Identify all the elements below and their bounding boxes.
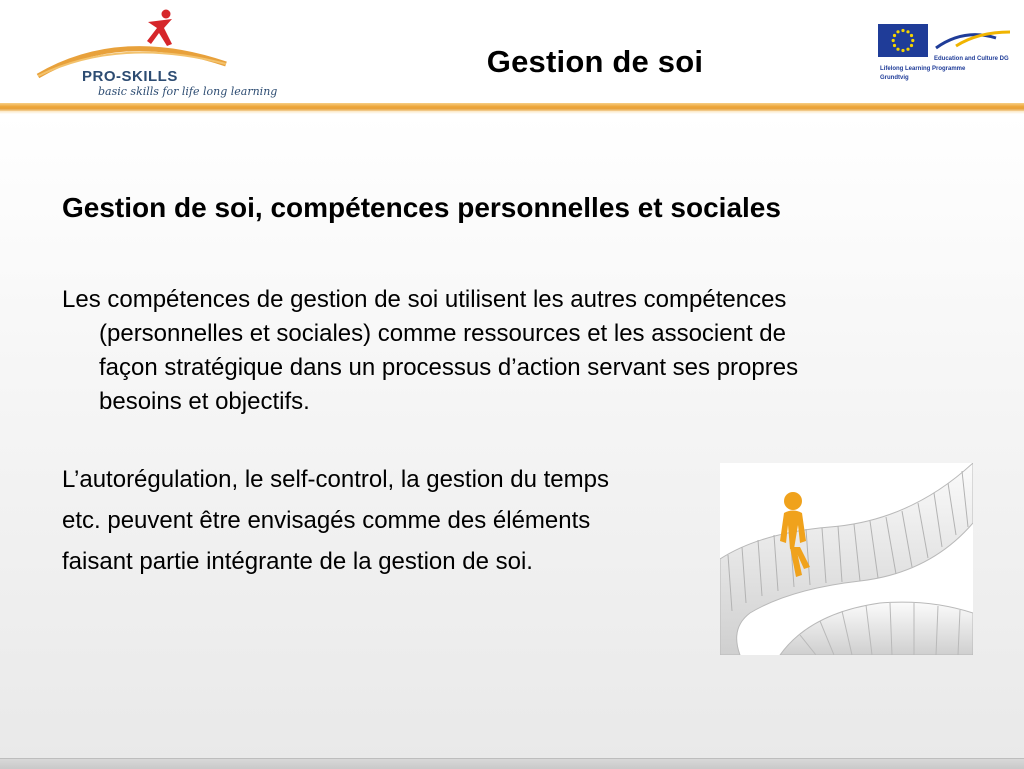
slide-subtitle: Gestion de soi, compétences personnelles et sociales <box>62 192 781 223</box>
eu-lifelong-learning-logo <box>876 22 1018 88</box>
eu-flag-icon <box>878 24 928 57</box>
paragraph-line: (personnelles et sociales) comme ressources et les associent de <box>99 320 786 347</box>
paragraph-line: façon stratégique dans un processus d’action servant ses propres <box>99 354 799 381</box>
logo-tagline: basic skills for life long learning <box>98 85 278 98</box>
slide-title: Gestion de soi <box>486 44 704 79</box>
eu-programme-label: Lifelong Learning Programme <box>880 66 966 72</box>
eu-grundtvig-label: Grundtvig <box>880 75 909 81</box>
paragraph-line: besoins et objectifs. <box>99 388 310 415</box>
person-climbing-spiral-staircase-icon <box>720 463 973 655</box>
header-divider <box>0 103 1024 111</box>
definition-paragraph <box>62 283 942 419</box>
running-person-icon <box>142 8 182 52</box>
logo-name: PRO-SKILLS <box>82 68 178 85</box>
slide-footer-bar <box>0 758 1024 769</box>
body-text-line: faisant partie intégrante de la gestion de soi. <box>62 548 533 575</box>
body-text-line: L’autorégulation, le self-control, la gestion du temps <box>62 466 609 493</box>
paragraph-line: Les compétences de gestion de soi utilisent les autres compétences <box>62 286 787 313</box>
slide-header <box>0 0 1024 104</box>
eu-dg-label: Education and Culture DG <box>934 56 1009 62</box>
eu-swoosh-icon <box>934 26 1014 54</box>
staircase-image <box>720 463 973 655</box>
pro-skills-logo <box>30 6 278 102</box>
body-text-line: etc. peuvent être envisagés comme des éléments <box>62 507 591 534</box>
